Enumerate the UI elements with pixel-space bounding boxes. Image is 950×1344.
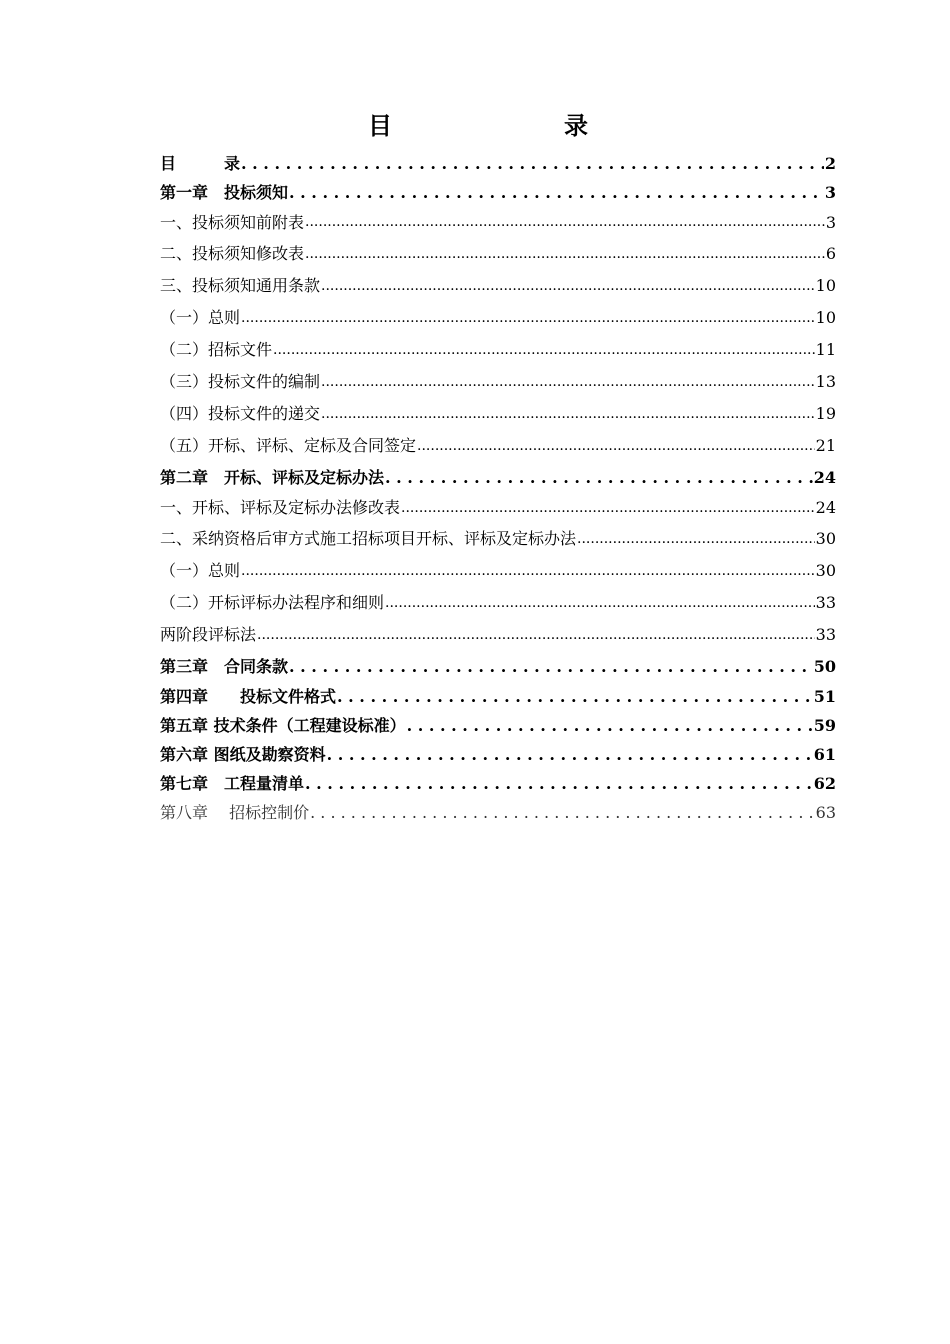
toc-leader-dots (321, 398, 815, 430)
toc-entry-page-number: 33 (815, 625, 836, 644)
toc-entry-label: 一、投标须知前附表 (160, 213, 305, 232)
toc-entry[interactable] (160, 430, 836, 462)
toc-leader-dots (305, 238, 825, 270)
toc-entry[interactable] (160, 493, 836, 523)
toc-entry-page-number: 6 (825, 244, 836, 263)
toc-entry[interactable] (160, 238, 836, 270)
toc-entry-label: （二）开标评标办法程序和细则 (160, 593, 385, 612)
toc-entry[interactable] (160, 651, 836, 682)
toc-leader-dots (305, 769, 813, 798)
toc-entry[interactable] (160, 682, 836, 711)
toc-entry[interactable] (160, 523, 836, 555)
toc-entry[interactable] (160, 555, 836, 587)
toc-entry-page-number: 10 (815, 308, 836, 327)
toc-entry[interactable] (160, 587, 836, 619)
toc-entry[interactable] (160, 711, 836, 740)
toc-leader-dots (289, 651, 813, 682)
toc-entry[interactable] (160, 619, 836, 651)
toc-leader-dots (321, 366, 815, 398)
toc-leader-dots (241, 150, 824, 178)
toc-entry-page-number: 30 (815, 529, 836, 548)
toc-entry-page-number: 61 (813, 745, 836, 764)
toc-entry-label: 第七章 工程量清单 (160, 774, 305, 793)
toc-leader-dots (257, 619, 815, 651)
toc-entry-page-number: 33 (815, 593, 836, 612)
toc-leader-dots (273, 334, 815, 366)
toc-entry-page-number: 19 (815, 404, 836, 423)
toc-leader-dots (385, 587, 815, 619)
toc-entry-page-number: 3 (825, 213, 836, 232)
toc-title: 目 录 (368, 111, 662, 140)
toc-entry-page-number: 21 (815, 436, 836, 455)
toc-entry-label: 第三章 合同条款 (160, 657, 289, 676)
toc-entry-page-number: 24 (815, 498, 836, 517)
toc-entry-label: （一）总则 (160, 561, 241, 580)
toc-leader-dots (289, 178, 824, 207)
toc-entry-label: 第八章 招标控制价 (160, 803, 310, 822)
table-of-contents (160, 150, 836, 827)
toc-leader-dots (241, 302, 815, 334)
toc-entry-page-number: 3 (824, 183, 836, 202)
toc-entry-page-number: 11 (815, 340, 836, 359)
toc-entry-page-number: 30 (815, 561, 836, 580)
toc-entry-label: （一）总则 (160, 308, 241, 327)
toc-leader-dots (241, 555, 815, 587)
toc-entry[interactable] (160, 150, 836, 178)
toc-entry-page-number: 13 (815, 372, 836, 391)
toc-entry[interactable] (160, 334, 836, 366)
toc-entry-page-number: 50 (813, 657, 836, 676)
toc-entry[interactable] (160, 769, 836, 798)
toc-entry-page-number: 51 (813, 687, 836, 706)
toc-entry-label: 目 录 (160, 154, 241, 173)
toc-leader-dots (327, 740, 813, 769)
toc-entry-label: （二）招标文件 (160, 340, 273, 359)
toc-entry-label: （五）开标、评标、定标及合同签定 (160, 436, 417, 455)
toc-leader-dots (385, 462, 813, 493)
toc-leader-dots (337, 682, 813, 711)
toc-leader-dots (577, 523, 815, 555)
toc-leader-dots (407, 711, 813, 740)
toc-entry[interactable] (160, 270, 836, 302)
toc-entry[interactable] (160, 178, 836, 207)
toc-entry[interactable] (160, 798, 836, 827)
toc-leader-dots (321, 270, 815, 302)
toc-leader-dots (417, 430, 815, 462)
toc-leader-dots (305, 207, 825, 238)
toc-entry[interactable] (160, 302, 836, 334)
toc-entry[interactable] (160, 207, 836, 238)
toc-entry-label: （三）投标文件的编制 (160, 372, 321, 391)
toc-leader-dots (401, 493, 815, 523)
toc-entry-page-number: 62 (813, 774, 836, 793)
toc-entry-label: 三、投标须知通用条款 (160, 276, 321, 295)
toc-leader-dots (310, 798, 815, 827)
toc-entry-label: 第六章 图纸及勘察资料 (160, 745, 326, 764)
toc-entry-label: 第四章 投标文件格式 (160, 687, 337, 706)
toc-entry-page-number: 63 (815, 803, 836, 822)
toc-entry[interactable] (160, 462, 836, 493)
toc-entry-page-number: 24 (813, 468, 836, 487)
toc-entry[interactable] (160, 366, 836, 398)
toc-entry[interactable] (160, 740, 836, 769)
toc-entry[interactable] (160, 398, 836, 430)
toc-entry-label: 二、采纳资格后审方式施工招标项目开标、评标及定标办法 (160, 529, 577, 548)
toc-entry-label: 第一章 投标须知 (160, 183, 289, 202)
toc-entry-page-number: 10 (815, 276, 836, 295)
toc-entry-label: 第二章 开标、评标及定标办法 (160, 468, 385, 487)
toc-entry-page-number: 2 (824, 154, 836, 173)
toc-entry-label: 第五章 技术条件（工程建设标准） (160, 716, 406, 735)
toc-entry-label: 一、开标、评标及定标办法修改表 (160, 498, 401, 517)
toc-entry-label: （四）投标文件的递交 (160, 404, 321, 423)
toc-entry-label: 二、投标须知修改表 (160, 244, 305, 263)
toc-entry-label: 两阶段评标法 (160, 625, 257, 644)
toc-entry-page-number: 59 (813, 716, 836, 735)
